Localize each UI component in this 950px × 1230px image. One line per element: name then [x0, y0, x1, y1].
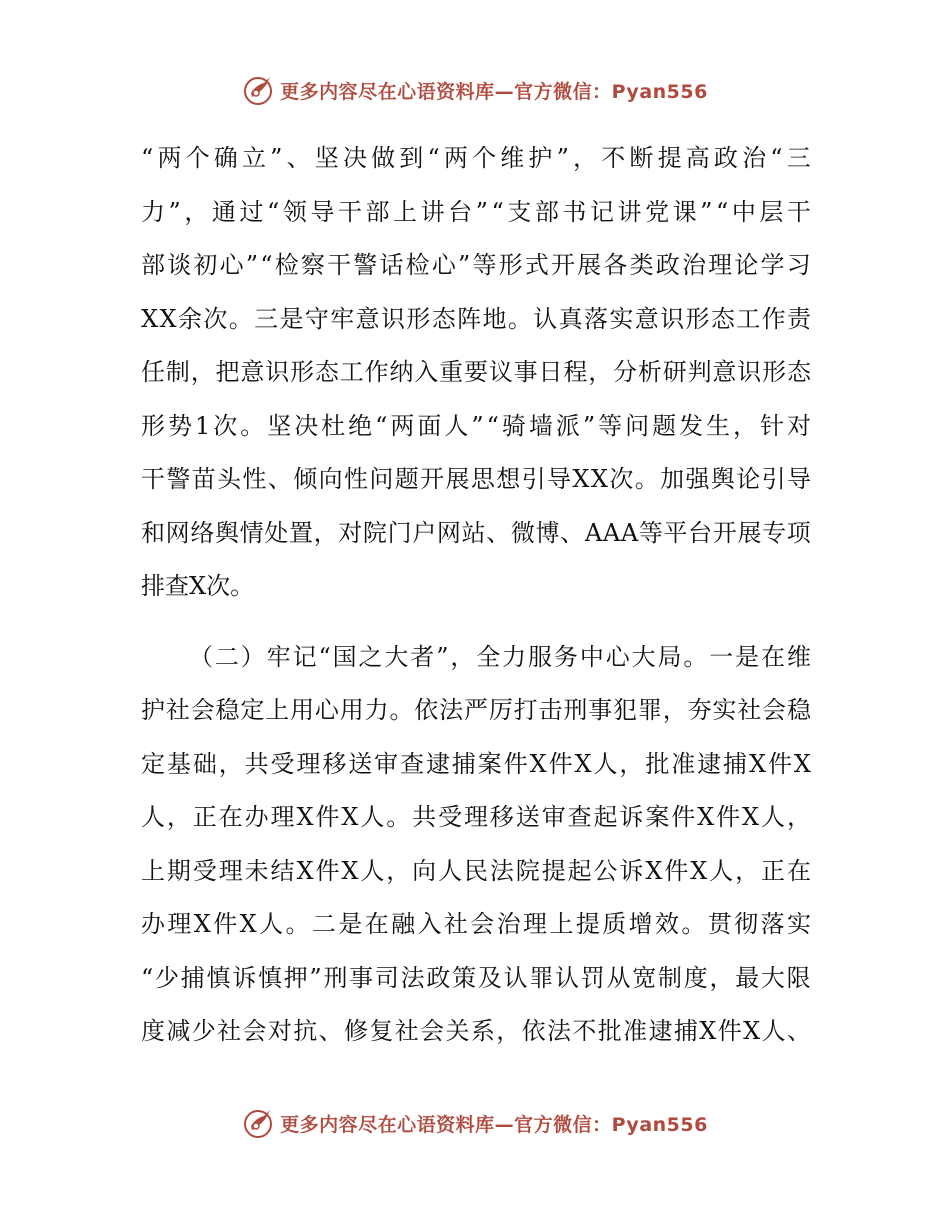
text-line: 办 理 X 件 X 人 。 二 是 在 融 入 社 会 治 理 上 提 质 增 效 。 贯 彻 落 实 — [141, 910, 811, 938]
document-body — [141, 132, 811, 1059]
text-line: “ 少 捕 慎 诉 慎 押 ” 刑 事 司 法 政 策 及 认 罪 认 罚 从 宽 制 度 ， 最 大 限 — [141, 963, 811, 992]
text-line: 度 减 少 社 会 对 抗 、 修 复 社 会 关 系 ， 依 法 不 批 准 逮 捕 X 件 X 人 、 — [141, 1017, 811, 1045]
text-line: 部 谈 初 心 ” “ 检 察 干 警 话 检 心 ” 等 形 式 开 展 各 类 政 治 理 论 学 习 — [141, 251, 811, 279]
paragraph-1 — [141, 132, 811, 614]
text-line: 形 势 1 次 。 坚 决 杜 绝 “ 两 面 人 ” “ 骑 墙 派 ” 等 问 题 发 生 ， 针 对 — [141, 411, 811, 440]
text-line: “ 两 个 确 立 ” 、 坚 决 做 到 “ 两 个 维 护 ” ， 不 断 提 高 政 治 “ 三 — [141, 144, 811, 172]
text-line: 人 ， 正 在 办 理 X 件 X 人 。 共 受 理 移 送 审 查 起 诉 案 件 X 件 X 人 ， — [141, 803, 811, 831]
watermark-footer — [0, 1103, 950, 1143]
text-line: （ 二 ） 牢 记 “ 国 之 大 者 ” ， 全 力 服 务 中 心 大 局 。 一 是 在 维 — [189, 642, 811, 671]
watermark-text: 更多内容尽在心语资料库—官方微信：Pyan556 — [280, 80, 708, 103]
text-line: 干 警 苗 头 性 、 倾 向 性 问 题 开 展 思 想 引 导 X X 次 。 加 强 舆 论 引 导 — [141, 465, 811, 493]
text-line: 护 社 会 稳 定 上 用 心 用 力 。 依 法 严 厉 打 击 刑 事 犯 罪 ， 夯 实 社 会 稳 — [141, 696, 811, 724]
text-line: 排查X次。 — [141, 572, 255, 600]
watermark-logo-icon — [242, 1106, 276, 1140]
watermark-text: 更多内容尽在心语资料库—官方微信：Pyan556 — [280, 1113, 708, 1136]
text-line: 上 期 受 理 未 结 X 件 X 人 ， 向 人 民 法 院 提 起 公 诉 X 件 X 人 ， 正 在 — [141, 856, 811, 885]
text-line: 力 ” ， 通 过 “ 领 导 干 部 上 讲 台 ” “ 支 部 书 记 讲 党 课 ” “ 中 层 干 — [141, 197, 811, 226]
watermark-logo-icon — [242, 73, 276, 107]
text-line: 和 网 络 舆 情 处 置 ， 对 院 门 户 网 站 、 微 博 、 A A A 等 平 台 开 展 专 项 — [141, 518, 811, 547]
text-line: 定 基 础 ， 共 受 理 移 送 审 查 逮 捕 案 件 X 件 X 人 ， 批 准 逮 捕 X 件 X — [141, 749, 811, 778]
text-line: 任 制 ， 把 意 识 形 态 工 作 纳 入 重 要 议 事 日 程 ， 分 析 研 判 意 识 形 态 — [141, 358, 811, 386]
watermark-header — [0, 70, 950, 110]
text-line: X X 余 次 。 三 是 守 牢 意 识 形 态 阵 地 。 认 真 落 实 意 识 形 态 工 作 责 — [141, 304, 811, 333]
paragraph-2 — [141, 631, 811, 1059]
